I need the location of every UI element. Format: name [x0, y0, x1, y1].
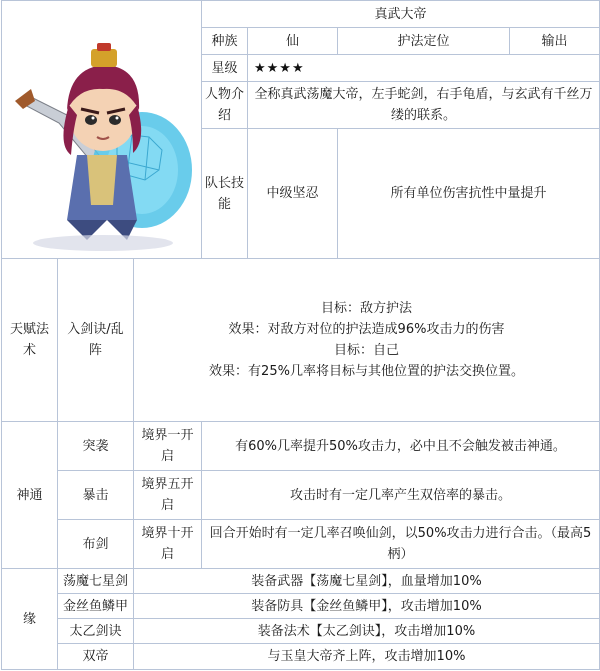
yuan-desc: 装备防具【金丝鱼鳞甲】，攻击增加10%	[133, 593, 599, 618]
talent-line: 效果：对敌方对位的护法造成96%攻击力的伤害	[228, 322, 505, 337]
role-value: 输出	[509, 27, 599, 54]
shentong-name: 布剑	[57, 519, 133, 568]
hero-name: 真武大帝	[201, 0, 599, 27]
hero-info-table	[1, 0, 600, 670]
shentong-desc: 攻击时有一定几率产生双倍率的暴击。	[201, 470, 599, 519]
talent-name: 入剑诀/乱阵	[57, 258, 133, 421]
yuan-name: 双帝	[57, 643, 133, 669]
talent-line: 效果：有25%几率将目标与其他位置的护法交换位置。	[209, 364, 524, 379]
captain-skill-desc: 所有单位伤害抗性中量提升	[337, 128, 599, 258]
yuan-name: 金丝鱼鳞甲	[57, 593, 133, 618]
shentong-name: 暴击	[57, 470, 133, 519]
shentong-desc: 有60%几率提升50%攻击力，必中且不会触发被击神通。	[201, 421, 599, 470]
captain-label: 队长技能	[201, 128, 247, 258]
shentong-realm: 境界十开启	[133, 519, 201, 568]
role-label: 护法定位	[337, 27, 509, 54]
race-value: 仙	[247, 27, 337, 54]
shentong-label: 神通	[1, 421, 57, 568]
captain-skill-name: 中级坚忍	[247, 128, 337, 258]
intro-text: 全称真武荡魔大帝，左手蛇剑，右手龟盾，与玄武有千丝万缕的联系。	[247, 81, 599, 128]
hero-portrait	[1, 0, 201, 258]
shentong-realm: 境界一开启	[133, 421, 201, 470]
yuan-desc: 装备法术【太乙剑诀】，攻击增加10%	[133, 618, 599, 643]
yuan-desc: 装备武器【荡魔七星剑】，血量增加10%	[133, 568, 599, 593]
yuan-name: 太乙剑诀	[57, 618, 133, 643]
talent-label: 天赋法术	[1, 258, 57, 421]
intro-label: 人物介绍	[201, 81, 247, 128]
race-label: 种族	[201, 27, 247, 54]
star-rating: ★★★★	[247, 54, 599, 81]
hero-illustration	[7, 5, 197, 255]
shentong-desc: 回合开始时有一定几率召唤仙剑，以50%攻击力进行合击。（最高5柄）	[201, 519, 599, 568]
yuan-name: 荡魔七星剑	[57, 568, 133, 593]
star-label: 星级	[201, 54, 247, 81]
talent-line: 目标：敌方护法	[320, 301, 412, 316]
yuan-label: 缘	[1, 568, 57, 669]
talent-line: 目标：自己	[333, 343, 399, 358]
shentong-name: 突袭	[57, 421, 133, 470]
yuan-desc: 与玉皇大帝齐上阵，攻击增加10%	[133, 643, 599, 669]
shentong-realm: 境界五开启	[133, 470, 201, 519]
talent-effect	[133, 258, 599, 421]
